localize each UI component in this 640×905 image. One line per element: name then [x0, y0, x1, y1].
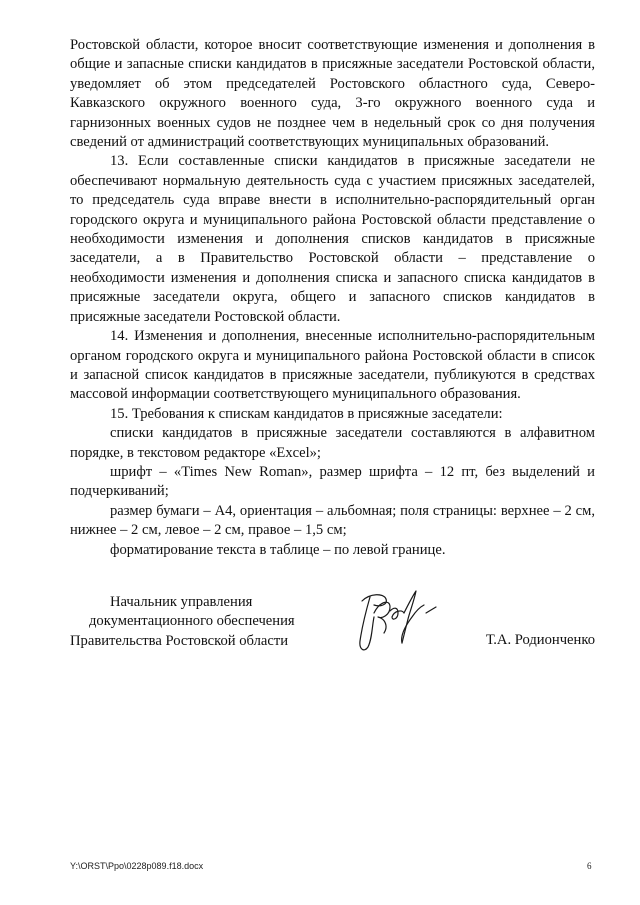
paragraph-15: 15. Требования к спискам кандидатов в присяжные заседатели:	[110, 405, 503, 422]
position-line-2: документационного обеспечения	[89, 613, 295, 630]
requirement-list-order: списки кандидатов в присяжные заседатели составляются в алфавитном порядке, в текстовом редакторе «Excel»;	[70, 425, 595, 461]
handwritten-signature-icon	[340, 583, 450, 663]
paragraph-continuation: Ростовской области, которое вносит соответствующие изменения и дополнения в общие и запасные списки кандидатов в присяжные заседатели Ростовской области, уведомляет об этом председателей Ростовского областного суда, Северо-Кавказского окружного военного суда, 3-го окружного военного суда и гарнизонных военных судов не позднее чем в недельный срок со дня получения сведений от администраций соответствующих муниципальных образований.	[70, 37, 595, 151]
requirement-font: шрифт – «Times New Roman», размер шрифта – 12 пт, без выделений и подчеркиваний;	[70, 463, 595, 500]
signature-block	[70, 593, 595, 673]
paragraph-13: 13. Если составленные списки кандидатов в присяжные заседатели не обеспечивают нормальную деятельность суда с участием присяжных заседателей, то председатель суда вправе внести в исполнительно-распорядительный орган городского округа и муниципального района Ростовской области представление о необходимости изменения и дополнения списков кандидатов в присяжные заседатели, а в Правительство Ростовской области – представление о необходимости изменения и дополнения списка и запасного списка кандидатов в присяжные заседатели округа, общего и запасного списков кандидатов в присяжные заседатели Ростовской области.	[70, 153, 595, 325]
position-line-1: Начальник управления	[110, 594, 253, 610]
document-body	[70, 36, 595, 560]
signatory-name: Т.А. Родионченко	[485, 632, 595, 648]
footer-file-path: Y:\ORST\Ppo\0228p089.f18.docx	[70, 861, 204, 871]
signatory-position	[70, 593, 310, 651]
paragraph-14: 14. Изменения и дополнения, внесенные исполнительно-распорядительным органом городского округа и муниципального района Ростовской области в список и запасной список кандидатов в присяжные заседатели, публикуются в средствах массовой информации соответствующего муниципального образования.	[70, 328, 595, 403]
page-number: 6	[587, 861, 592, 871]
requirement-paper: размер бумаги – А4, ориентация – альбомная; поля страницы: верхнее – 2 см, нижнее – 2 см, левое – 2 см, правое – 1,5 см;	[70, 502, 595, 539]
requirement-formatting: форматирование текста в таблице – по левой границе.	[110, 541, 446, 558]
position-line-3: Правительства Ростовской области	[70, 632, 289, 649]
